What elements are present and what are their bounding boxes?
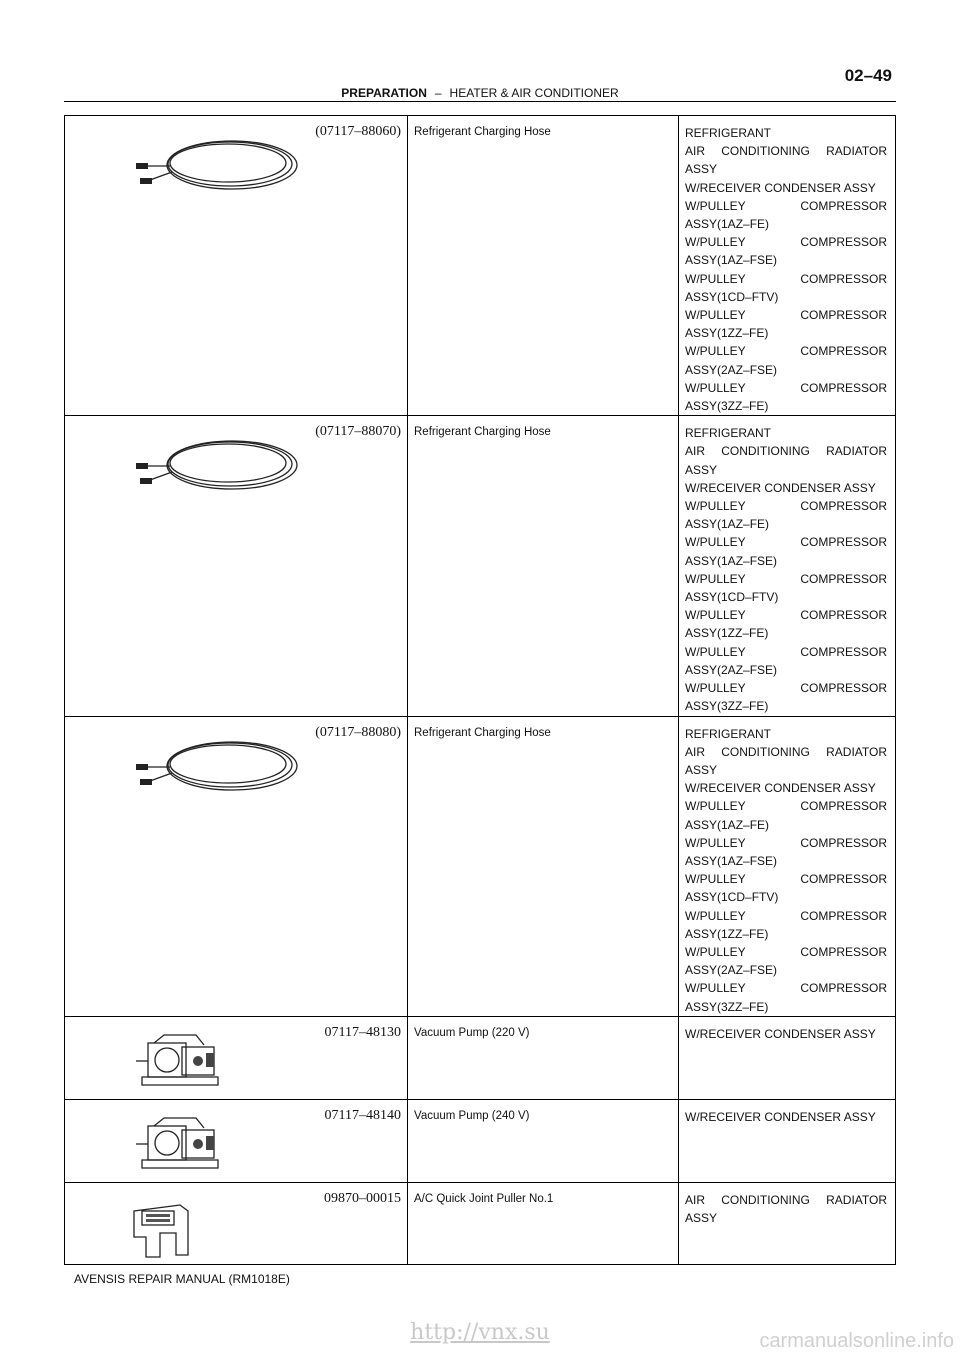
tool-usage-cell [679, 1182, 896, 1264]
usage-line: W/PULLEY COMPRESSOR [685, 835, 887, 850]
header-subsection: HEATER & AIR CONDITIONER [449, 86, 619, 100]
tool-illustration-cell [65, 1016, 408, 1099]
tool-part-number: 07117–48140 [324, 1107, 401, 1123]
watermark-site: carmanualsonline.info [759, 1330, 954, 1352]
footer-manual: AVENSIS REPAIR MANUAL (RM1018E) [74, 1272, 290, 1286]
tool-illustration-cell [65, 716, 408, 1016]
tool-usage-cell [679, 416, 896, 716]
usage-line: ASSY [685, 462, 718, 477]
tool-name: Refrigerant Charging Hose [408, 716, 679, 1016]
tool-row [65, 1182, 896, 1264]
usage-line: ASSY [685, 1210, 718, 1225]
tool-name: Refrigerant Charging Hose [408, 116, 679, 416]
usage-line: W/PULLEY COMPRESSOR [685, 344, 887, 359]
usage-line: ASSY(1ZZ–FE) [685, 626, 769, 641]
usage-line: ASSY(1AZ–FE) [685, 817, 770, 832]
usage-line: ASSY(1CD–FTV) [685, 590, 779, 605]
usage-line: W/PULLEY COMPRESSOR [685, 799, 887, 814]
tool-usage-cell [679, 1099, 896, 1182]
tool-name: Vacuum Pump (220 V) [408, 1016, 679, 1099]
usage-line: W/PULLEY COMPRESSOR [685, 235, 887, 250]
usage-line: W/PULLEY COMPRESSOR [685, 908, 887, 923]
tools-table-body [65, 116, 896, 1265]
header-dash: – [434, 86, 442, 100]
tool-part-number: (07117–88060) [315, 124, 401, 139]
usage-line: W/PULLEY COMPRESSOR [685, 608, 887, 623]
tool-illustration-cell [65, 116, 408, 416]
tool-part-number: 07117–48130 [324, 1024, 401, 1040]
usage-line: ASSY(2AZ–FSE) [685, 963, 778, 978]
usage-line: W/PULLEY COMPRESSOR [685, 571, 887, 586]
usage-line: ASSY(1AZ–FE) [685, 517, 770, 532]
usage-line: ASSY(1AZ–FSE) [685, 853, 778, 868]
tool-name: A/C Quick Joint Puller No.1 [408, 1182, 679, 1264]
usage-line: W/RECEIVER CONDENSER ASSY [685, 1109, 876, 1124]
usage-line: W/PULLEY COMPRESSOR [685, 981, 887, 996]
usage-line: W/PULLEY COMPRESSOR [685, 271, 887, 286]
usage-line: AIR CONDITIONING RADIATOR [685, 444, 887, 459]
tool-row [65, 1016, 896, 1099]
usage-line: W/PULLEY COMPRESSOR [685, 380, 887, 395]
tool-part-number: (07117–88070) [315, 424, 401, 440]
usage-line: ASSY(1CD–FTV) [685, 289, 779, 304]
tool-part-number: (07117–88080) [315, 724, 401, 740]
page-header [64, 66, 896, 102]
usage-line: REFRIGERANT [685, 426, 772, 441]
tool-illustration-cell [65, 1099, 408, 1182]
tool-usage-cell [679, 1016, 896, 1099]
header-title [64, 86, 896, 100]
page-number: 02–49 [844, 66, 892, 85]
usage-line: ASSY [685, 162, 718, 177]
usage-line: ASSY(3ZZ–FE) [685, 699, 769, 714]
usage-line: W/PULLEY COMPRESSOR [685, 944, 887, 959]
usage-line: ASSY(1AZ–FSE) [685, 553, 778, 568]
tool-row [65, 416, 896, 716]
tool-row [65, 1099, 896, 1182]
usage-line: W/PULLEY COMPRESSOR [685, 308, 887, 323]
usage-line: ASSY(2AZ–FSE) [685, 362, 778, 377]
usage-line: W/PULLEY COMPRESSOR [685, 872, 887, 887]
usage-line: ASSY(1ZZ–FE) [685, 326, 769, 341]
usage-line: W/RECEIVER CONDENSER ASSY [685, 1026, 876, 1041]
usage-line: W/RECEIVER CONDENSER ASSY [685, 480, 876, 495]
usage-line: ASSY(1AZ–FSE) [685, 253, 778, 268]
header-section: PREPARATION [341, 86, 427, 100]
usage-line: W/PULLEY COMPRESSOR [685, 681, 887, 696]
usage-line: ASSY(1CD–FTV) [685, 890, 779, 905]
tool-name: Vacuum Pump (240 V) [408, 1099, 679, 1182]
usage-line: REFRIGERANT [685, 726, 772, 741]
usage-line: ASSY(2AZ–FSE) [685, 662, 778, 677]
tool-row [65, 716, 896, 1016]
tool-part-number: 09870–00015 [324, 1190, 401, 1206]
usage-line: ASSY(3ZZ–FE) [685, 999, 769, 1014]
tool-illustration-cell [65, 1182, 408, 1264]
tool-illustration-cell [65, 416, 408, 716]
watermark-url[interactable]: http://vnx.su [410, 1320, 550, 1345]
usage-line: AIR CONDITIONING RADIATOR [685, 1192, 887, 1207]
tool-row [65, 116, 896, 416]
usage-line: W/PULLEY COMPRESSOR [685, 499, 887, 514]
tool-usage-cell [679, 716, 896, 1016]
usage-line: ASSY(1AZ–FE) [685, 217, 770, 232]
usage-line: ASSY [685, 762, 718, 777]
usage-line: REFRIGERANT [685, 126, 772, 140]
tools-table [64, 115, 896, 1265]
usage-line: W/PULLEY COMPRESSOR [685, 535, 887, 550]
usage-line: AIR CONDITIONING RADIATOR [685, 744, 887, 759]
header-rule [64, 101, 896, 102]
usage-line: W/PULLEY COMPRESSOR [685, 644, 887, 659]
tool-name: Refrigerant Charging Hose [408, 416, 679, 716]
usage-line: AIR CONDITIONING RADIATOR [685, 144, 887, 159]
usage-line: W/PULLEY COMPRESSOR [685, 198, 887, 213]
usage-line: ASSY(1ZZ–FE) [685, 926, 769, 941]
usage-line: W/RECEIVER CONDENSER ASSY [685, 180, 876, 195]
tool-usage-cell [679, 116, 896, 416]
usage-line: ASSY(3ZZ–FE) [685, 399, 769, 414]
usage-line: W/RECEIVER CONDENSER ASSY [685, 781, 876, 796]
